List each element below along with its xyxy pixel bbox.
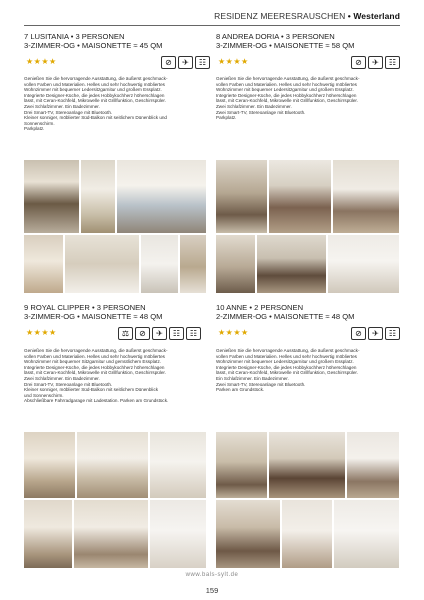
- description-line: vollen Farben und Materialien. Helles und sehr hochwertig möbliertes: [216, 81, 357, 87]
- description-line: Wohnzimmer mit bequemer Ledersitzgarnitur und großem Essplatz.: [216, 87, 354, 93]
- description-line: Zwei Smart-TV, Stereoanlage mit Bluetooth.: [216, 381, 306, 387]
- page-number: 159: [205, 586, 219, 595]
- description-line: Drei Smart-TV, Stereoanlage mit Bluetooth.: [24, 109, 113, 115]
- description-line: Kleiner sonniger, möblierter Süd-Balkon mit seitlichem Dünenblick: [24, 387, 159, 393]
- apartment-subtitle: 3-ZIMMER-OG • MAISONETTE ≈ 45 QM: [24, 41, 163, 51]
- description-line: vollen Farben und Materialien. Helles und sehr hochwertig möbliertes: [24, 81, 165, 87]
- photo-living-room: [24, 432, 75, 498]
- apartment-subtitle: 2-ZIMMER-OG • MAISONETTE ≈ 48 QM: [216, 312, 355, 322]
- description-line: Genießen Sie die hervorragende Ausstattung, die äußerst geschmack-: [24, 76, 168, 81]
- photo-living-room: [269, 160, 331, 233]
- description-line: Zwei Schlafzimmer. Ein Badezimmer.: [24, 375, 100, 381]
- photo-bedroom: [24, 500, 72, 568]
- description-line: vollen Farben und Materialien. Helles und sehr hochwertig möbliertes: [216, 353, 357, 359]
- apartment-title: 9 ROYAL CLIPPER • 3 PERSONEN: [24, 303, 146, 312]
- wifi-icon: ☷: [385, 56, 400, 69]
- bike-icon: ⚖: [118, 327, 133, 340]
- photo-kitchen: [216, 160, 267, 233]
- description-line: Ein Schlafzimmer. Ein Badezimmer.: [216, 375, 289, 381]
- apartment-7: [24, 32, 208, 50]
- pets-icon: ✈: [368, 56, 383, 69]
- page-header: [0, 11, 424, 25]
- apartment-subtitle: 3-ZIMMER-OG • MAISONETTE ≈ 48 QM: [24, 312, 163, 322]
- header-place: Westerland: [353, 11, 400, 21]
- description-line: Integrierte Designer-Küche, die jedes Hobbykochherz höherschlagen: [216, 364, 357, 370]
- apartment-8: [216, 32, 400, 50]
- pets-icon: ✈: [152, 327, 167, 340]
- amenity-icons: [351, 56, 400, 69]
- amenity-icons: [161, 56, 210, 69]
- header-subtitle: RESIDENZ MEERESRAUSCHEN: [214, 11, 346, 21]
- photo-dining: [216, 500, 280, 568]
- photo-bathroom: [328, 235, 399, 293]
- footer-url[interactable]: www.bals-sylt.de: [185, 572, 239, 578]
- description-line: Wohnzimmer mit bequemer Sitzgarnitur und gemütlichem Essplatz.: [24, 359, 162, 365]
- photo-bathroom: [150, 500, 206, 568]
- photo-living-room-2: [333, 160, 399, 233]
- photo-kitchen: [24, 160, 79, 233]
- no-smoking-icon: ⊘: [351, 327, 366, 340]
- apartment-description: [216, 76, 402, 121]
- apartment-9: [24, 303, 208, 321]
- wifi-icon: ☷: [385, 327, 400, 340]
- description-line: Genießen Sie die hervorragende Ausstattung, die äußerst geschmack-: [216, 76, 360, 81]
- description-line: und Sonnenschirm.: [24, 392, 64, 398]
- apartment-subtitle: 3-ZIMMER-OG • MAISONETTE ≈ 58 QM: [216, 41, 355, 51]
- photo-bedroom-2: [65, 235, 139, 293]
- description-line: Zwei Schlafzimmer. Ein Badezimmer.: [24, 103, 100, 109]
- description-line: Sonnenschirm.: [24, 120, 55, 126]
- wifi-icon: ☷: [195, 56, 210, 69]
- description-line: lässt, mit Ceran-Kochfeld, Mikrowelle mit Grillfunktion, Geschirrspüler.: [24, 370, 166, 376]
- photo-kitchen: [216, 432, 267, 498]
- photo-living-room-2: [347, 432, 399, 498]
- charging-icon: ☷: [169, 327, 184, 340]
- apartment-description: [24, 76, 210, 132]
- photo-bedroom: [24, 235, 63, 293]
- description-line: lässt, mit Ceran-Kochfeld, Mikrowelle mit Grillfunktion, Geschirrspüler.: [24, 98, 166, 104]
- no-smoking-icon: ⊘: [161, 56, 176, 69]
- apartment-title: 10 ANNE • 2 PERSONEN: [216, 303, 304, 312]
- apartment-title: 8 ANDREA DORIA • 3 PERSONEN: [216, 32, 335, 41]
- description-line: Integrierte Designer-Küche, die jedes Hobbykochherz höherschlagen: [24, 92, 165, 98]
- apartment-10: [216, 303, 400, 321]
- description-line: Wohnzimmer mit bequemer Ledersitzgarnitur und großem Essplatz.: [216, 359, 354, 365]
- description-line: Zwei Smart-TV, Stereoanlage mit Bluetooth.: [216, 109, 306, 115]
- description-line: Genießen Sie die hervorragende Ausstattung, die äußerst geschmack-: [216, 348, 360, 353]
- photo-bedroom: [282, 500, 332, 568]
- description-line: Integrierte Designer-Küche, die jedes Hobbykochherz höherschlagen: [216, 92, 357, 98]
- photo-hallway: [180, 235, 206, 293]
- no-smoking-icon: ⊘: [351, 56, 366, 69]
- description-line: Wohnzimmer mit bequemer Ledersitzgarnitur und großem Essplatz.: [24, 87, 162, 93]
- wifi-icon: ☷: [186, 327, 201, 340]
- apartment-description: [24, 348, 210, 404]
- star-rating: ★★★★: [26, 328, 57, 337]
- pets-icon: ✈: [368, 327, 383, 340]
- description-line: Zwei Schlafzimmer. Ein Badezimmer.: [216, 103, 292, 109]
- photo-living-room: [269, 432, 345, 498]
- description-line: Drei Smart-TV, Stereoanlage mit Bluetooth.: [24, 381, 113, 387]
- star-rating: ★★★★: [218, 57, 249, 66]
- star-rating: ★★★★: [218, 328, 249, 337]
- description-line: Genießen Sie die hervorragende Ausstattung, die äußerst geschmack-: [24, 348, 168, 353]
- amenity-icons: [351, 327, 400, 340]
- amenity-icons: [118, 327, 201, 340]
- description-line: Integrierte Designer-Küche, die jedes Hobbykochherz höherschlagen: [24, 364, 165, 370]
- photo-dining: [77, 432, 148, 498]
- header-rule: [24, 25, 400, 26]
- photo-dining: [216, 235, 255, 293]
- apartment-title: 7 LUSITANIA • 3 PERSONEN: [24, 32, 125, 41]
- photo-window: [81, 160, 115, 233]
- description-line: Parkplatz.: [24, 126, 45, 132]
- star-rating: ★★★★: [26, 57, 57, 66]
- photo-dining-2: [74, 500, 148, 568]
- description-line: Kleiner sonniger, möblierter Süd-Balkon mit seitlichem Dünenblick und: [24, 115, 167, 121]
- description-line: Parkplatz.: [216, 115, 237, 121]
- apartment-description: [216, 348, 402, 393]
- description-line: lässt, mit Ceran-Kochfeld, Mikrowelle mit Grillfunktion, Geschirrspüler.: [216, 98, 358, 104]
- photo-kitchen: [150, 432, 206, 498]
- photo-bathroom: [141, 235, 178, 293]
- description-line: Abschließbare Fahrradgarage mit Ladestation. Parken am Grundstück.: [24, 398, 169, 404]
- description-line: Parken am Grundstück.: [216, 387, 265, 393]
- pets-icon: ✈: [178, 56, 193, 69]
- no-smoking-icon: ⊘: [135, 327, 150, 340]
- description-line: lässt, mit Ceran-Kochfeld, Mikrowelle mit Grillfunktion, Geschirrspüler.: [216, 370, 358, 376]
- header-bullet: •: [345, 11, 354, 21]
- header-title: [214, 11, 400, 21]
- photo-living-room: [117, 160, 206, 233]
- description-line: vollen Farben und Materialien. Helles und sehr hochwertig möbliertes: [24, 353, 165, 359]
- photo-dining-2: [257, 235, 326, 293]
- photo-bathroom: [334, 500, 399, 568]
